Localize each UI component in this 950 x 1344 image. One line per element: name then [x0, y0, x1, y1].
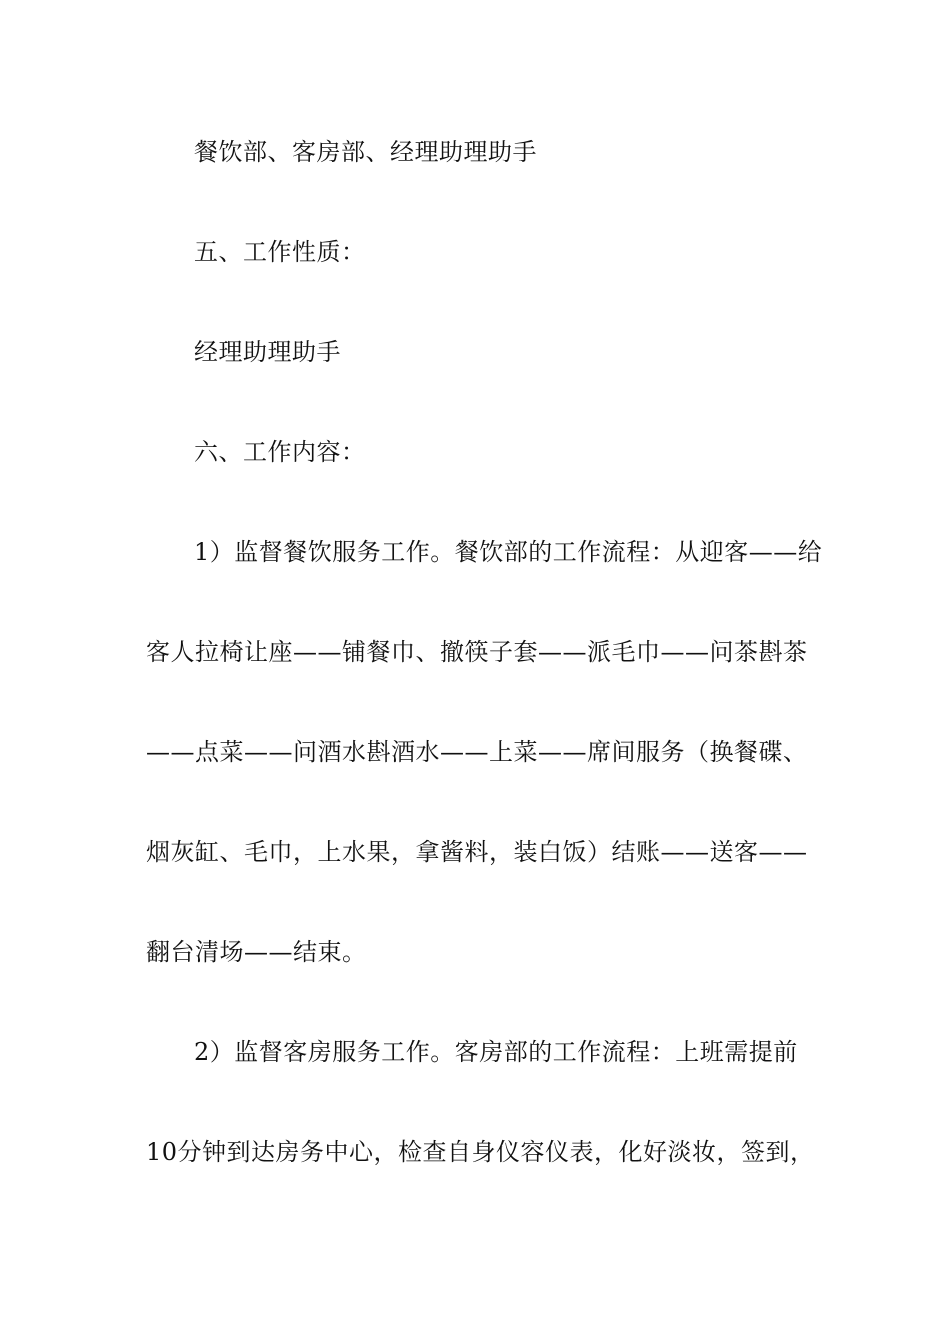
paragraph-item-1-line-5: 翻台清场——结束。	[146, 938, 367, 966]
paragraph-item-1-line-4: 烟灰缸、毛巾，上水果，拿酱料，装白饭）结账——送客——	[146, 838, 808, 866]
paragraph-work-nature: 经理助理助手	[194, 338, 341, 366]
paragraph-item-2-line-1: 2）监督客房服务工作。客房部的工作流程：上班需提前	[194, 1038, 798, 1066]
heading-section-six: 六、工作内容：	[194, 438, 366, 466]
paragraph-item-2-line-2: 10分钟到达房务中心，检查自身仪容仪表，化好淡妆，签到，	[146, 1138, 815, 1166]
paragraph-item-1-line-1: 1）监督餐饮服务工作。餐饮部的工作流程：从迎客——给	[194, 538, 823, 566]
heading-section-five: 五、工作性质：	[194, 238, 366, 266]
paragraph-item-1-line-2: 客人拉椅让座——铺餐巾、撤筷子套——派毛巾——问茶斟茶	[146, 638, 808, 666]
paragraph-departments: 餐饮部、客房部、经理助理助手	[194, 138, 537, 166]
paragraph-item-1-line-3: ——点菜——问酒水斟酒水——上菜——席间服务（换餐碟、	[146, 738, 808, 766]
